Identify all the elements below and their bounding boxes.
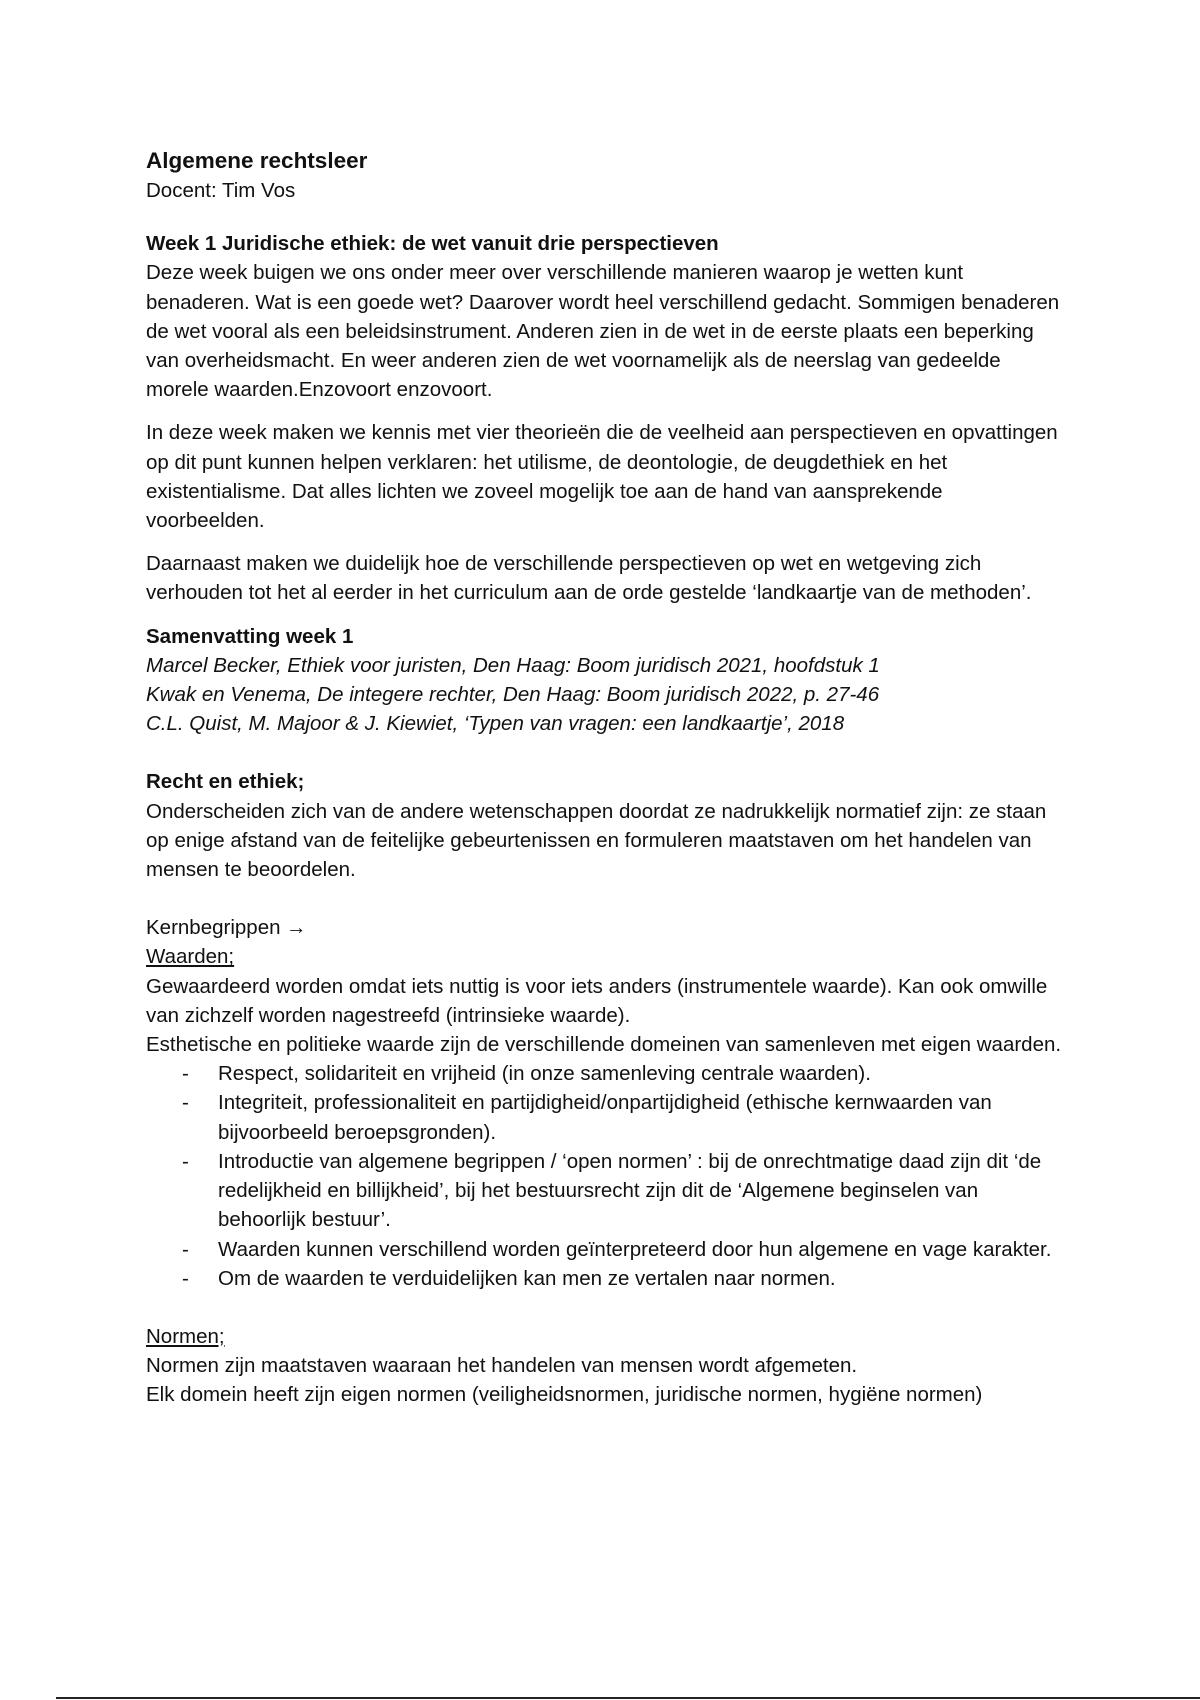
values-bullet-list (146, 1059, 1066, 1293)
week1-paragraph-3: Daarnaast maken we duidelijk hoe de verschillende perspectieven op wet en wetgeving zich verhouden tot het al eerder in het curriculum aan de orde gestelde ‘landkaartje van de methoden’. (146, 552, 1032, 605)
core-concepts-label: Kernbegrippen → (146, 916, 307, 940)
list-item-text: Om de waarden te verduidelijken kan men ze vertalen naar normen. (218, 1266, 836, 1290)
dash-bullet: - (182, 1062, 189, 1086)
norms-heading: Normen; (146, 1324, 225, 1348)
spacer (146, 608, 1066, 622)
week1-heading: Week 1 Juridische ethiek: de wet vanuit drie perspectieven (146, 232, 719, 256)
values-heading: Waarden; (146, 945, 235, 969)
summary-heading: Samenvatting week 1 (146, 624, 354, 648)
list-item (146, 1088, 1066, 1146)
list-item (146, 1264, 1066, 1293)
reference-item: C.L. Quist, M. Majoor & J. Kiewiet, ‘Typen van vragen: een landkaartje’, 2018 (146, 712, 845, 736)
reference-item: Kwak en Venema, De integere rechter, Den Haag: Boom juridisch 2022, p. 27-46 (146, 683, 880, 707)
law-ethics-text: Onderscheiden zich van de andere wetenschappen doordat ze nadrukkelijk normatief zijn: ze staan op enige afstand van de feitelijke gebeurtenissen en formuleren maatstaven om het handelen van mensen te beoordelen. (146, 799, 1047, 882)
list-item-text: Respect, solidariteit en vrijheid (in onze samenleving centrale waarden). (218, 1062, 871, 1086)
dash-bullet: - (182, 1149, 189, 1173)
norms-line-2: Elk domein heeft zijn eigen normen (veiligheidsnormen, juridische normen, hygiëne normen) (146, 1383, 983, 1407)
law-ethics-heading: Recht en ethiek; (146, 770, 305, 794)
spacer (146, 1293, 1066, 1322)
spacer (146, 404, 1066, 418)
page-bottom-rule (56, 1697, 1200, 1699)
spacer (146, 738, 1066, 767)
dash-bullet: - (182, 1237, 189, 1261)
document-title: Algemene rechtsleer (146, 148, 368, 173)
list-item-text: Integriteit, professionaliteit en partijdigheid/onpartijdigheid (ethische kernwaarden van bijvoorbeeld beroepsgronden). (218, 1091, 992, 1144)
values-line-2: Esthetische en politieke waarde zijn de verschillende domeinen van samenleven met eigen waarden. (146, 1033, 1062, 1057)
teacher-line: Docent: Tim Vos (146, 179, 296, 202)
spacer (146, 205, 1066, 229)
document-page (146, 145, 1066, 1410)
week1-paragraph-2: In deze week maken we kennis met vier theorieën die de veelheid aan perspectieven en opvattingen op dit punt kunnen helpen verklaren: het utilisme, de deontologie, de deugdethiek en het existentialisme. Dat alles lichten we zoveel mogelijk toe aan de hand van aansprekende voorbeelden. (146, 421, 1058, 533)
spacer (146, 884, 1066, 913)
dash-bullet: - (182, 1091, 189, 1115)
values-line-1: Gewaardeerd worden omdat iets nuttig is voor iets anders (instrumentele waarde). Kan ook omwille van zichzelf worden nagestreefd (intrinsieke waarde). (146, 974, 1048, 1027)
list-item-text: Introductie van algemene begrippen / ‘open normen’ : bij de onrechtmatige daad zijn dit ‘de redelijkheid en billijkheid’, bij het bestuursrecht zijn dit de ‘Algemene beginselen van behoorlijk bestuur’. (218, 1149, 1042, 1232)
week1-paragraph-1: Deze week buigen we ons onder meer over verschillende manieren waarop je wetten kunt benaderen. Wat is een goede wet? Daarover wordt heel verschillend gedacht. Sommigen benaderen de wet vooral als een beleidsinstrument. Anderen zien in de wet in de eerste plaats een beperking van overheidsmacht. En weer anderen zien de wet voornamelijk als de neerslag van gedeelde morele waarden.Enzovoort enzovoort. (146, 261, 1060, 402)
spacer (146, 535, 1066, 549)
list-item-text: Waarden kunnen verschillend worden geïnterpreteerd door hun algemene en vage karakter. (218, 1237, 1052, 1261)
list-item (146, 1235, 1066, 1264)
list-item (146, 1147, 1066, 1235)
list-item (146, 1059, 1066, 1088)
dash-bullet: - (182, 1266, 189, 1290)
reference-item: Marcel Becker, Ethiek voor juristen, Den Haag: Boom juridisch 2021, hoofdstuk 1 (146, 653, 880, 677)
norms-line-1: Normen zijn maatstaven waaraan het handelen van mensen wordt afgemeten. (146, 1354, 858, 1378)
